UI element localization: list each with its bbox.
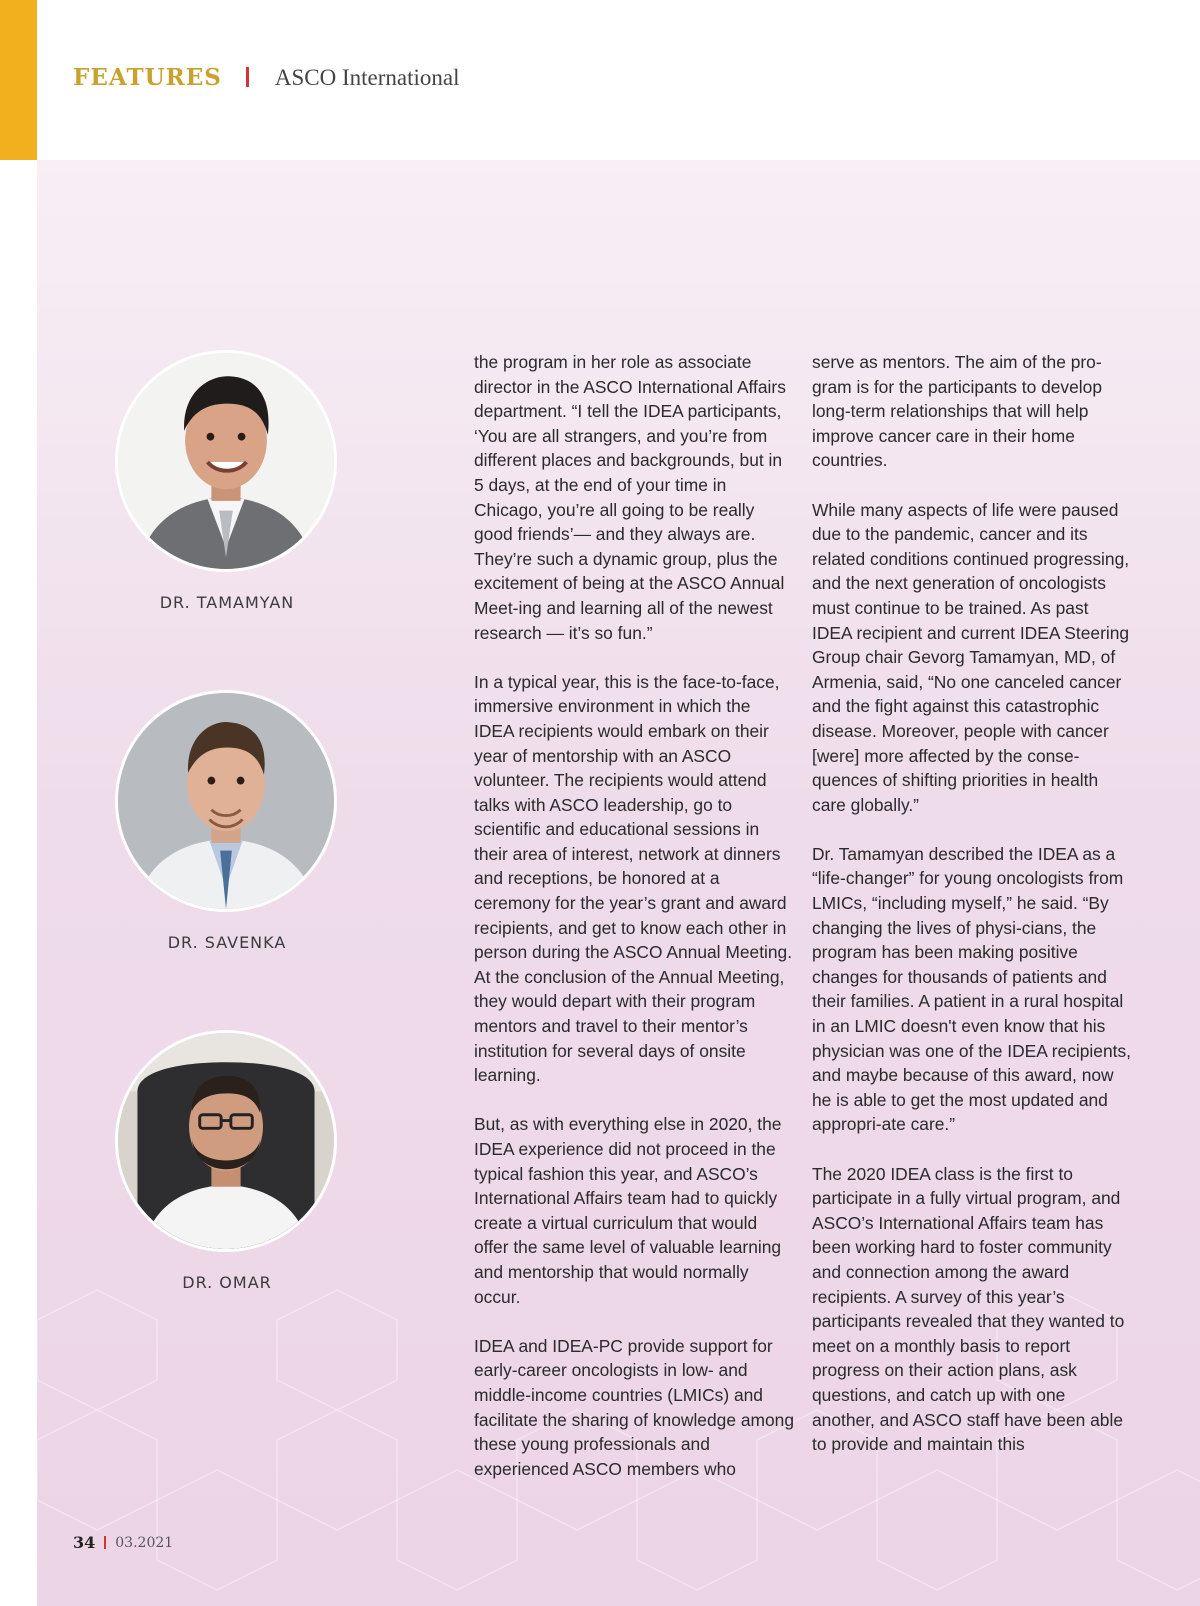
- section-title: ASCO International: [274, 65, 460, 90]
- paragraph: serve as mentors. The aim of the pro-gram is for the participants to develop long-term relationships that will help improve cancer care in their home countries.: [812, 352, 1102, 471]
- caption-omar: DR. OMAR: [182, 1273, 272, 1292]
- portrait-savenka: [115, 690, 337, 912]
- paragraph: While many aspects of life were paused due to the pandemic, cancer and its related conditions continued progressing, and the next generation of oncologists must continue to be trained. As past IDEA recipient and current IDEA Steering Group chair Gevorg Tamamyan, MD, of Armenia, said, “No one canceled cancer and the fight against this catastrophic disease. Moreover, people with cancer [were] more affected by the conse-quences of shifting priorities in health care globally.”: [812, 499, 1130, 815]
- paragraph: But, as with everything else in 2020, the IDEA experience did not proceed in the typical fashion this year, and ASCO’s International Affairs team had to quickly create a virtual curriculum that would offer the same level of valuable learning and mentorship that would normally occur.: [474, 1114, 782, 1307]
- page-header: [73, 64, 459, 91]
- person-photo-icon: [118, 693, 334, 909]
- issue-date: 03.2021: [115, 1534, 174, 1551]
- paragraph: Dr. Tamamyan described the IDEA as a “life-changer” for young oncologists from LMICs, “including myself,” he said. “By changing the lives of physi-cians, the program has been making positive changes for thousands of patients and their families. A patient in a rural hospital in an LMIC doesn't even know that his physician was one of the IDEA recipients, and maybe because of this award, now he is able to get the most updated and appropri-ate care.”: [812, 843, 1132, 1135]
- page-footer: [73, 1533, 173, 1552]
- paragraph: The 2020 IDEA class is the first to participate in a fully virtual program, and ASCO’s International Affairs team has been working hard to foster community and connection among the award recipients. A survey of this year’s participants revealed that they wanted to meet on a monthly basis to report progress on their action plans, ask questions, and catch up with one another, and ASCO staff have been able to provide and maintain this: [812, 1163, 1125, 1455]
- portrait-omar: [115, 1030, 337, 1252]
- portrait-tamamyan: [115, 350, 337, 572]
- article-column-1: [474, 350, 794, 1506]
- paragraph: In a typical year, this is the face-to-face, immersive environment in which the IDEA recipients would embark on their year of mentorship with an ASCO volunteer. The recipients would attend talks with ASCO leadership, go to scientific and educational sessions in their area of interest, network at dinners and receptions, be honored at a ceremony for the year’s grant and award recipients, and get to know each other in person during the ASCO Annual Meeting. At the conclusion of the Annual Meeting, they would depart with their program mentors and travel to their mentor’s institution for several days of onsite learning.: [474, 671, 793, 1086]
- paragraph: IDEA and IDEA-PC provide support for early-career oncologists in low- and middle-income countries (LMICs) and facilitate the sharing of knowledge among these young professionals and experienced ASCO members who: [474, 1335, 794, 1479]
- section-label: FEATURES: [73, 64, 222, 91]
- article-column-2: [812, 350, 1132, 1481]
- header-separator: [246, 67, 249, 87]
- caption-savenka: DR. SAVENKA: [167, 933, 287, 952]
- article-panel: [37, 160, 1200, 1606]
- person-photo-icon: [118, 1033, 334, 1249]
- page-number: 34: [73, 1533, 96, 1552]
- accent-tab: [0, 0, 37, 160]
- paragraph: the program in her role as associate director in the ASCO International Affairs department. “I tell the IDEA participants, ‘You are all strangers, and you’re from different places and backgrounds, but in 5 days, at the end of your time in Chicago, you’re all going to be really good friends’— and they always are. They’re such a dynamic group, plus the excitement of being at the ASCO Annual Meet-ing and learning all of the newest research — it’s so fun.”: [474, 352, 786, 643]
- footer-separator: [104, 1536, 106, 1549]
- person-photo-icon: [118, 353, 334, 569]
- caption-tamamyan: DR. TAMAMYAN: [159, 593, 295, 612]
